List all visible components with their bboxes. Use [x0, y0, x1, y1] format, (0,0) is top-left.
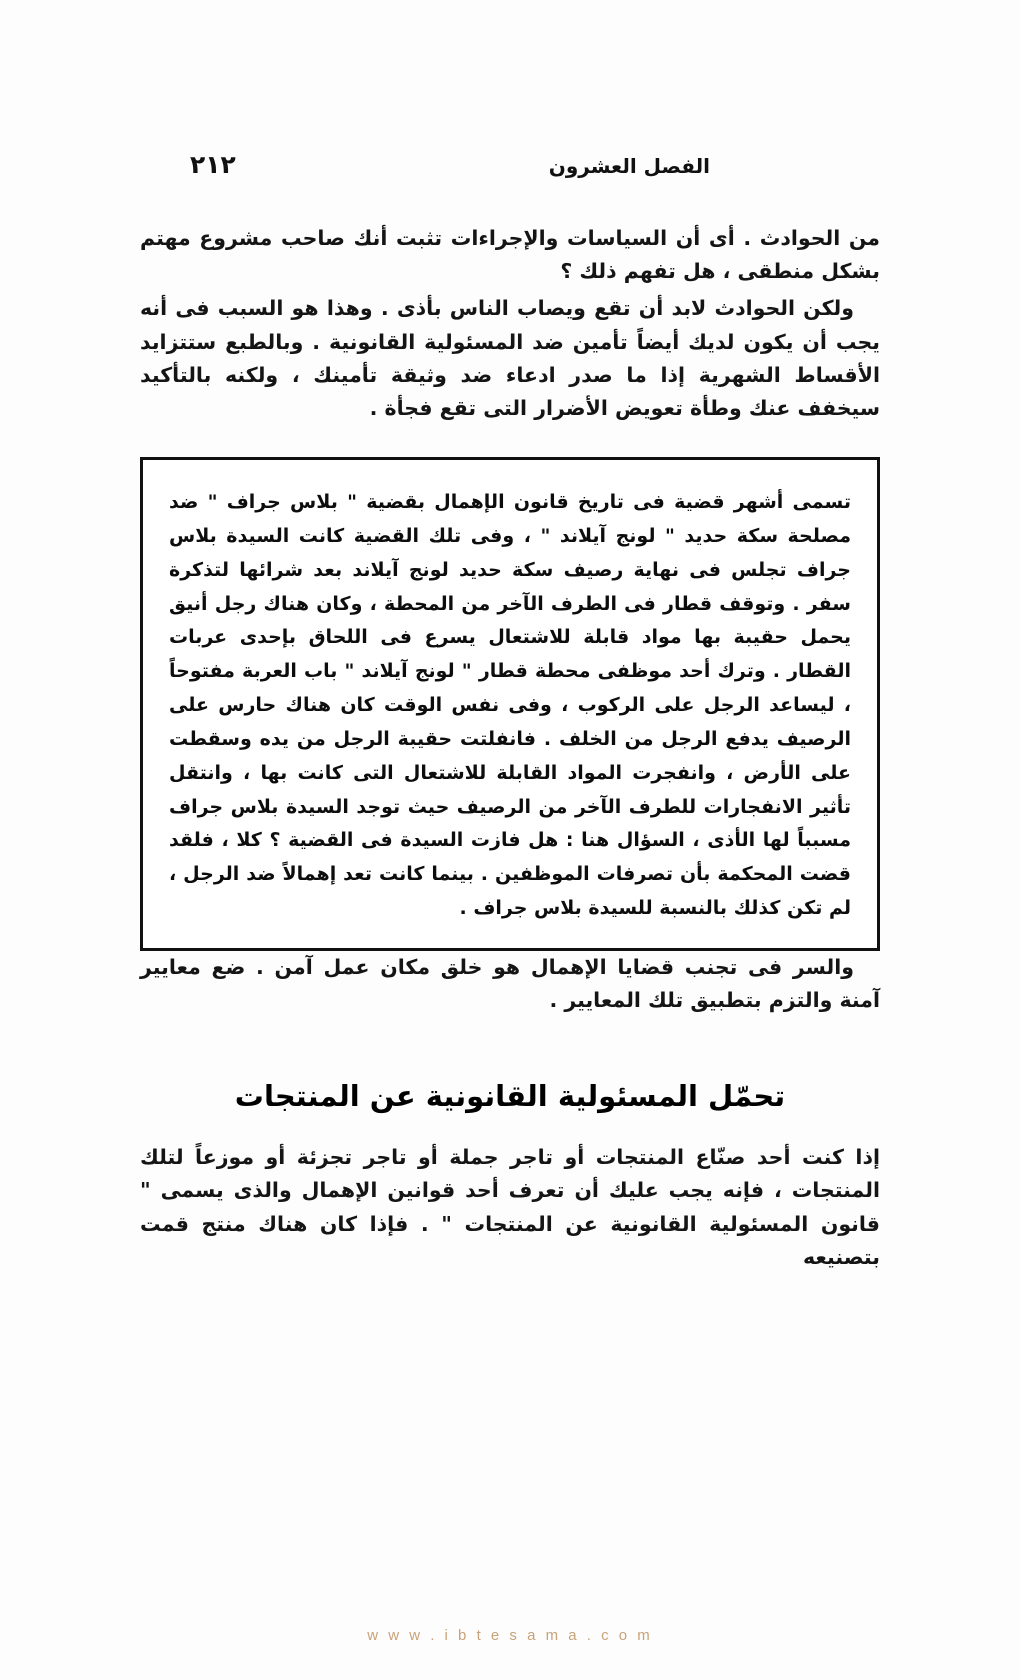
paragraph-3: والسر فى تجنب قضايا الإهمال هو خلق مكان عمل آمن . ضع معايير آمنة والتزم بتطبيق تلك المعايير .: [140, 954, 880, 1012]
site-watermark: w w w . i b t e s a m a . c o m: [367, 1627, 653, 1644]
section-heading: تحمّل المسئولية القانونية عن المنتجات: [234, 1079, 786, 1114]
page-number: ٢١٢: [190, 150, 236, 179]
case-study-text: تسمى أشهر قضية فى تاريخ قانون الإهمال بقضية " بلاس جراف " ضد مصلحة سكة حديد " لونج آيلاند " ، وفى تلك القضية كانت السيدة بلاس جراف تجلس فى نهاية رصيف سكة حديد لونج آيلاند بعد شرائها لتذكرة سفر . وتوقف قطار فى الطرف الآخر من المحطة ، وكان هناك رجل أنيق يحمل حقيبة بها مواد قابلة للاشتعال يسرع فى اللحاق بإحدى عربات القطار . وترك أحد موظفى محطة قطار " لونج آيلاند " باب العربة مفتوحاً ، ليساعد الرجل على الركوب ، وفى نفس الوقت كان هناك حارس على الرصيف يدفع الرجل من الخلف . فانفلتت حقيبة الرجل من يده وسقطت على الأرض ، وانفجرت المواد القابلة للاشتعال التى كانت بها ، وانتقل تأثير الانفجارات للطرف الآخر من الرصيف حيث توجد السيدة بلاس جراف مسبباً لها الأذى ، السؤال هنا : هل فازت السيدة فى القضية ؟ كلا ، فلقد قضت المحكمة بأن تصرفات الموظفين . بينما كانت تعد إهمالاً ضد الرجل ، لم تكن كذلك بالنسبة للسيدة بلاس جراف .: [169, 491, 851, 919]
chapter-title: الفصل العشرون: [548, 154, 710, 178]
page-content: [140, 222, 880, 1278]
paragraph-2: ولكن الحوادث لابد أن تقع ويصاب الناس بأذى . وهذا هو السبب فى أنه يجب أن يكون لديك أيضاً تأمين ضد المسئولية القانونية . وبالطبع ستتزايد الأقساط الشهرية إذا ما صدر ادعاء ضد وثيقة تأمينك ، ولكنه بالتأكيد سيخفف عنك وطأة تعويض الأضرار التى تقع فجأة .: [140, 296, 880, 421]
case-study-box: [140, 457, 880, 951]
page-header: [190, 150, 830, 179]
paragraph-4: إذا كنت أحد صنّاع المنتجات أو تاجر جملة أو تاجر تجزئة أو موزعاً لتلك المنتجات ، فإنه يجب عليك أن تعرف أحد قوانين الإهمال والذى يسمى " قانون المسئولية القانونية عن المنتجات " . فإذا كان هناك منتج قمت بتصنيعه: [140, 1145, 880, 1269]
paragraph-1: من الحوادث . أى أن السياسات والإجراءات تثبت أنك صاحب مشروع مهتم بشكل منطقى ، هل تفهم ذلك ؟: [140, 226, 880, 284]
